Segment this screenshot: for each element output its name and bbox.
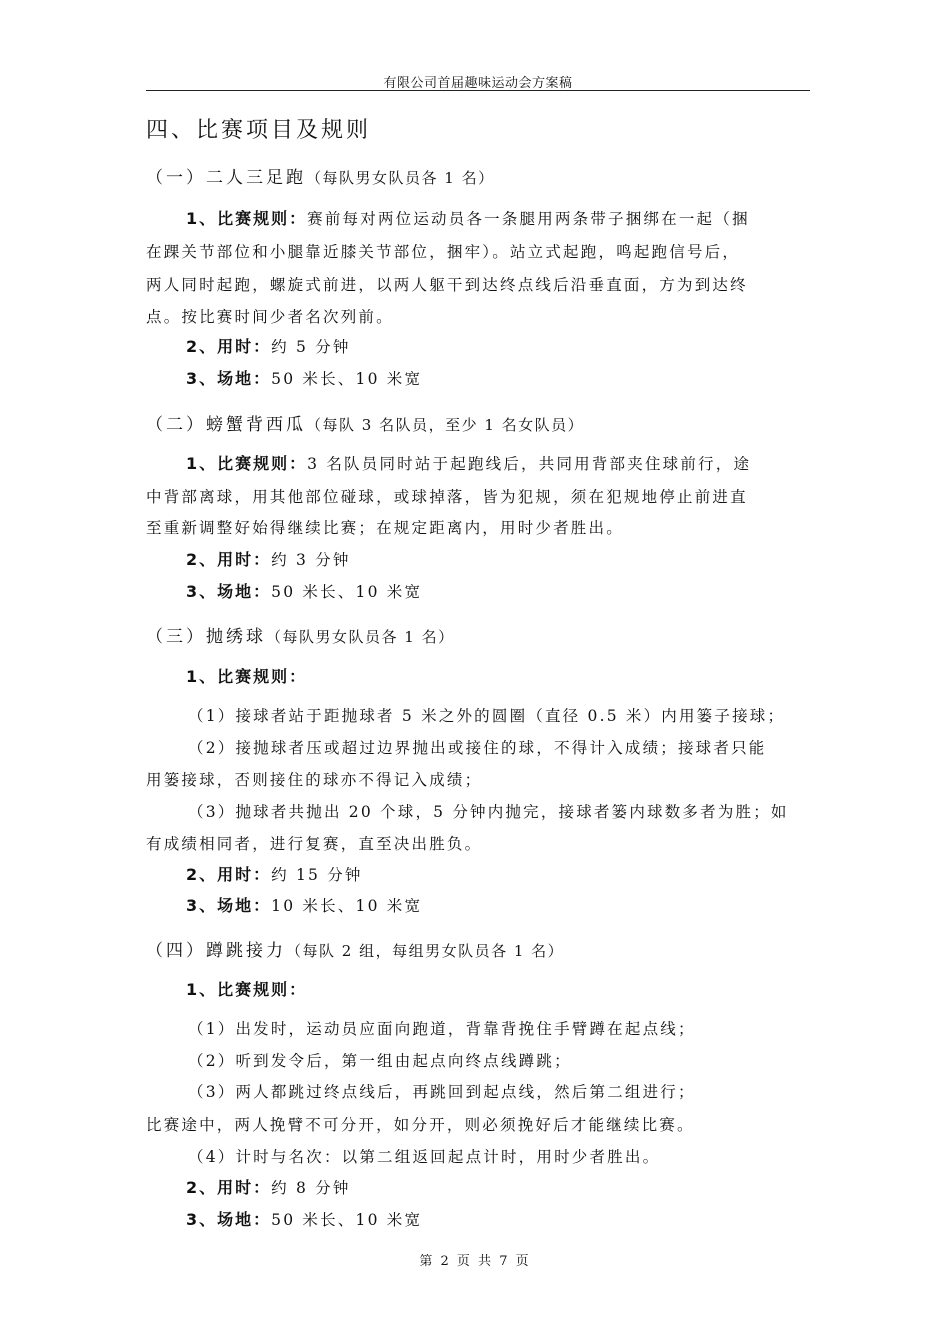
s3-item-2-cont: 用篓接球，否则接住的球亦不得记入成绩； xyxy=(146,771,483,789)
s1-rule-line-4: 点。按比赛时间少者名次列前。 xyxy=(146,308,394,326)
s4-item-4: （4）计时与名次：以第二组返回起点计时，用时少者胜出。 xyxy=(188,1148,661,1166)
s1-venue: 3、场地：50 米长、10 米宽 xyxy=(186,369,423,388)
page-header: 有限公司首届趣味运动会方案稿 xyxy=(383,76,573,91)
s1-rule-line-1: 1、比赛规则：赛前每对两位运动员各一条腿用两条带子捆绑在一起（捆 xyxy=(186,209,750,228)
s3-item-3-cont: 有成绩相同者，进行复赛，直至决出胜负。 xyxy=(146,835,483,853)
s3-time: 2、用时：约 15 分钟 xyxy=(186,865,363,884)
s3-rule-label: 1、比赛规则： xyxy=(186,667,308,686)
s4-item-2: （2）听到发令后，第一组由起点向终点线蹲跳； xyxy=(188,1052,572,1070)
s4-rule-label: 1、比赛规则： xyxy=(186,980,308,999)
chapter-heading: 四、比赛项目及规则 xyxy=(146,118,372,143)
s3-item-3: （3）抛球者共抛出 20 个球，5 分钟内抛完，接球者篓内球数多者为胜；如 xyxy=(188,803,789,821)
s3-item-1: （1）接球者站于距抛球者 5 米之外的圆圈（直径 0.5 米）内用篓子接球； xyxy=(188,707,786,725)
s2-rule-line-2: 中背部离球，用其他部位碰球，或球掉落，皆为犯规，须在犯规地停止前进直 xyxy=(146,488,748,506)
s2-rule-line-3: 至重新调整好始得继续比赛；在规定距离内，用时少者胜出。 xyxy=(146,519,624,537)
section-2-title: （二）螃蟹背西瓜（每队 3 名队员，至少 1 名女队员） xyxy=(146,415,585,435)
s4-item-3: （3）两人都跳过终点线后，再跳回到起点线，然后第二组进行； xyxy=(188,1083,696,1101)
s2-rule-line-1: 1、比赛规则：3 名队员同时站于起跑线后，共同用背部夹住球前行，途 xyxy=(186,454,752,473)
s4-item-1: （1）出发时，运动员应面向跑道，背靠背挽住手臂蹲在起点线； xyxy=(188,1020,696,1038)
s2-venue: 3、场地：50 米长、10 米宽 xyxy=(186,582,423,601)
s4-venue: 3、场地：50 米长、10 米宽 xyxy=(186,1210,423,1229)
s1-rule-line-2: 在踝关节部位和小腿靠近膝关节部位，捆牢）。站立式起跑，鸣起跑信号后， xyxy=(146,243,741,261)
s1-rule-line-3: 两人同时起跑，螺旋式前进，以两人躯干到达终点线后沿垂直面，方为到达终 xyxy=(146,276,748,294)
s3-item-2: （2）接抛球者压或超过边界抛出或接住的球，不得计入成绩；接球者只能 xyxy=(188,739,767,757)
section-3-title: （三）抛绣球（每队男女队员各 1 名） xyxy=(146,627,455,647)
section-4-title: （四）蹲跳接力（每队 2 组，每组男女队员各 1 名） xyxy=(146,941,565,961)
s3-venue: 3、场地：10 米长、10 米宽 xyxy=(186,896,423,915)
s2-time: 2、用时：约 3 分钟 xyxy=(186,550,351,569)
header-rule xyxy=(146,90,810,91)
s4-time: 2、用时：约 8 分钟 xyxy=(186,1178,351,1197)
s1-time: 2、用时：约 5 分钟 xyxy=(186,337,351,356)
section-1-title: （一）二人三足跑（每队男女队员各 1 名） xyxy=(146,168,495,188)
s4-item-3-cont: 比赛途中，两人挽臂不可分开，如分开，则必须挽好后才能继续比赛。 xyxy=(146,1116,695,1134)
page-footer: 第 2 页 共 7 页 xyxy=(419,1254,531,1269)
